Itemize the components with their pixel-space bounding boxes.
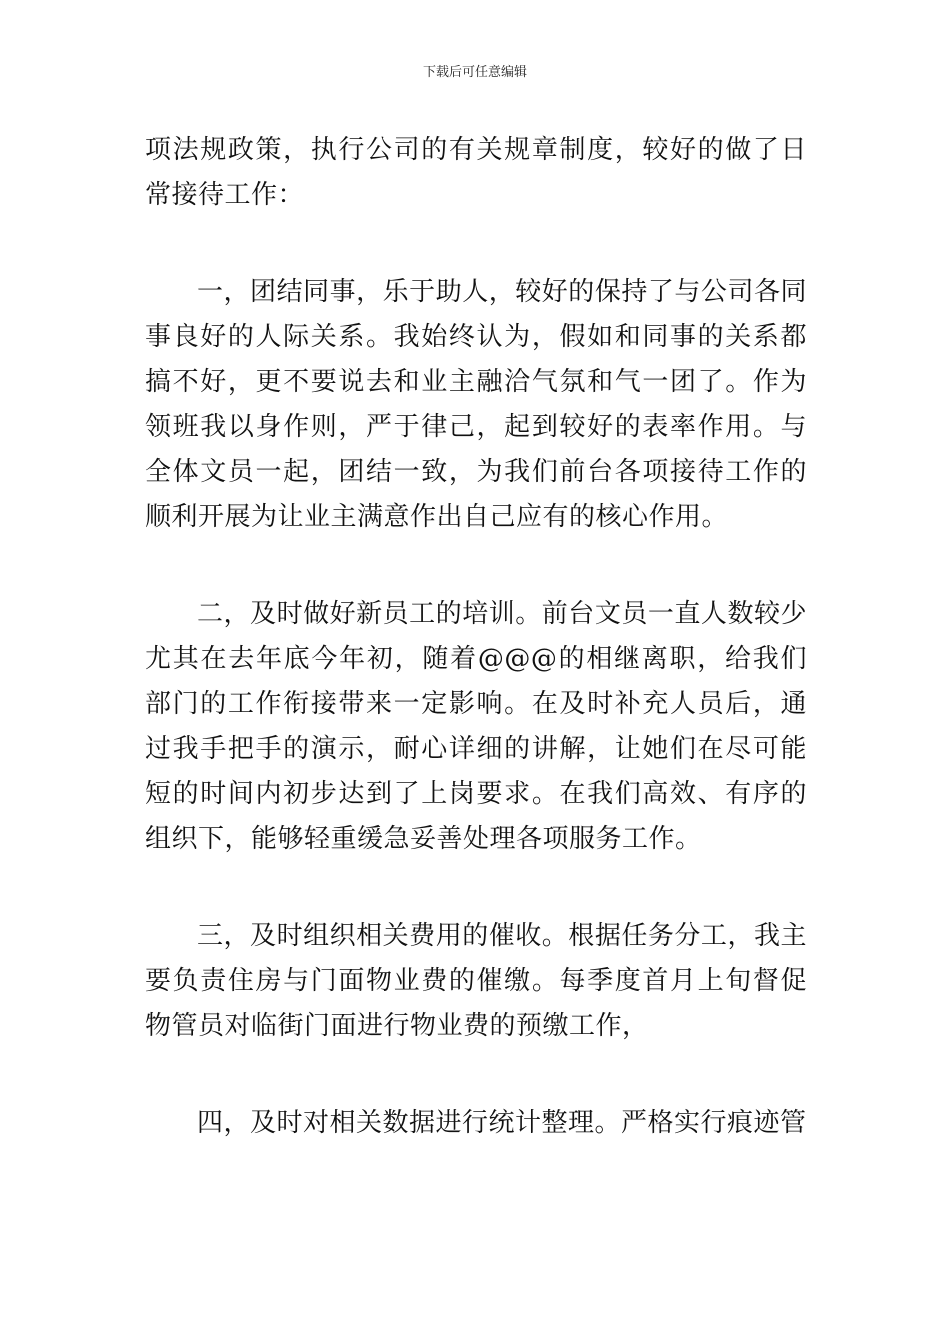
header-note: 下载后可任意编辑	[422, 65, 527, 80]
paragraph-item-2: 二，及时做好新员工的培训。前台文员一直人数较少尤其在去年底今年初，随着@@@的相继离职，给我们部门的工作衔接带来一定影响。在及时补充人员后，通过我手把手的演示，耐心详细的讲解，让她们在尽可能短的时间内初步达到了上岗要求。在我们高效、有序的组织下，能够轻重缓急妥善处理各项服务工作。	[145, 599, 807, 854]
paragraph-item-1: 一，团结同事，乐于助人，较好的保持了与公司各同事良好的人际关系。我始终认为，假如和同事的关系都搞不好，更不要说去和业主融洽气氛和气一团了。作为领班我以身作则，严于律己，起到较好的表率作用。与全体文员一起，团结一致，为我们前台各项接待工作的顺利开展为让业主满意作出自己应有的核心作用。	[145, 277, 807, 532]
document-body	[145, 128, 807, 1146]
paragraph-continuation: 项法规政策，执行公司的有关规章制度，较好的做了日常接待工作：	[145, 135, 807, 210]
paragraph-item-3: 三，及时组织相关费用的催收。根据任务分工，我主要负责住房与门面物业费的催缴。每季度首月上旬督促物管员对临街门面进行物业费的预缴工作，	[145, 921, 807, 1041]
paragraph-gap	[145, 1049, 807, 1101]
paragraph-gap	[145, 540, 807, 592]
paragraph-gap	[145, 218, 807, 270]
paragraph-gap	[145, 862, 807, 914]
paragraph-item-4: 四，及时对相关数据进行统计整理。严格实行痕迹管	[197, 1108, 807, 1138]
